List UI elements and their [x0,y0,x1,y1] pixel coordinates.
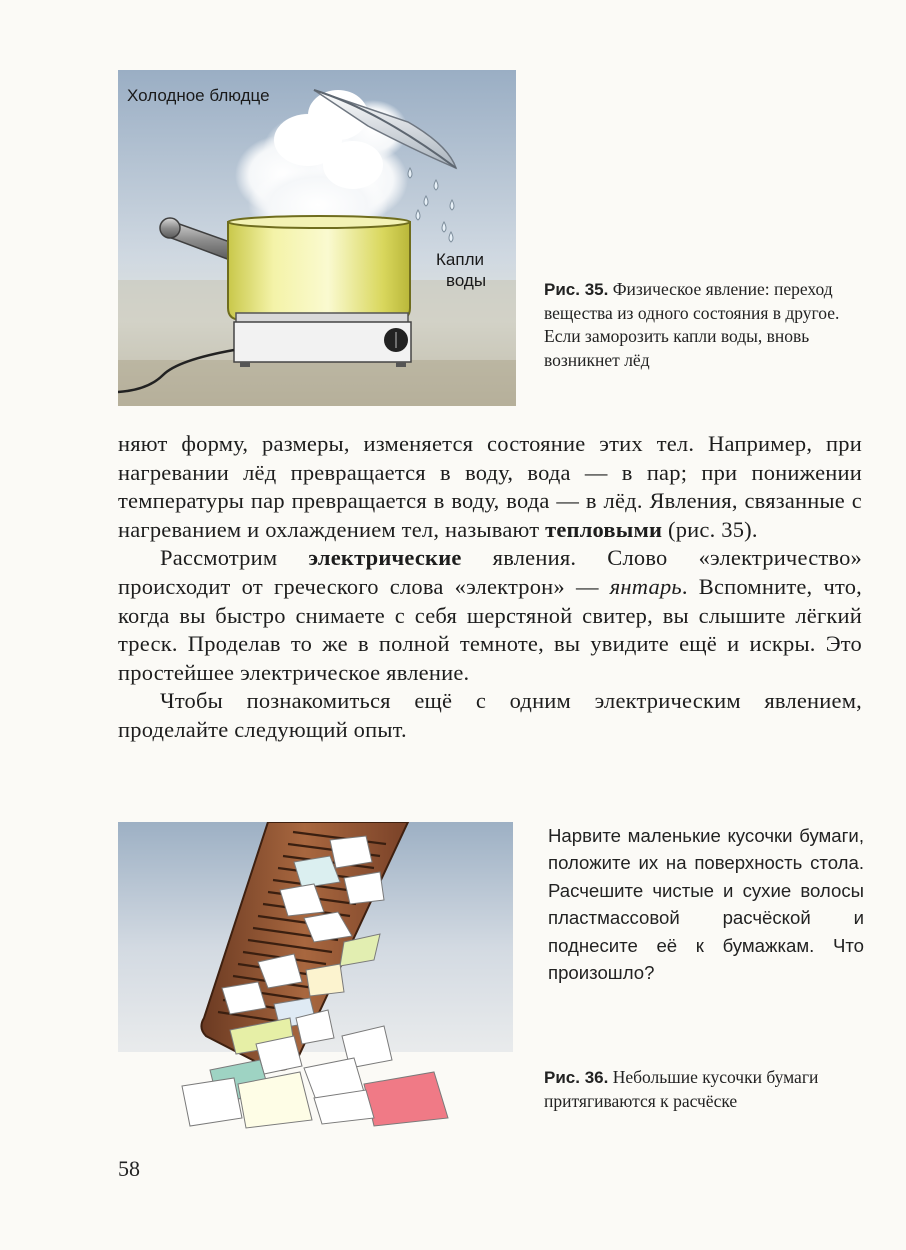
term-amber: янтарь [609,573,682,599]
term-electric: электрические [308,545,462,571]
paragraph-thermal-text: няют форму, размеры, изменяется состояние этих тел. Например, при нагревании лёд превращается в воду, вода — в пар; при понижении температуры пар превращается в воду, вода — в лёд. Явления, связанные с нагреванием и охлаждением тел, называют [118,431,862,542]
paragraph-electric-text-c: . Вспомните, что, когда вы быстро снимаете с себя шерстяной свитер, вы слышите лёгкий треск. Проделав то же в полной темноте, вы увидите ещё и искры. Это простейшее электрическое явление. [118,573,862,685]
paragraph-thermal-ref: (рис. 35). [662,516,758,542]
electric-stove [234,313,411,367]
paragraph-electric-text-a: Рассмотрим [160,545,309,571]
paragraph-thermal [118,430,862,544]
label-cold-saucer: Холодное блюдце [127,86,270,105]
label-water-drops-line2: воды [446,271,487,290]
figure-35-illustration [118,70,516,406]
figure-35-caption-label: Рис. 35. [544,280,609,299]
term-thermal: тепловыми [545,516,663,542]
figure-36-illustration [118,822,513,1140]
paragraph-experiment-intro: Чтобы познакомиться ещё с одним электрическим явлением, проделайте следующий опыт. [118,688,862,742]
label-water-drops-line1: Капли [436,250,484,269]
main-text [118,430,862,745]
saucepan [228,216,410,320]
figure-36-caption-text: Небольшие кусочки бумаги притягиваются к расчёске [544,1067,819,1111]
paragraph-electric-text-b: явления. Слово «электричество» происходит от греческого слова «электрон» — [118,545,862,599]
figure-35-caption [544,278,864,372]
paragraph-electric [118,544,862,687]
figure-36-caption-label: Рис. 36. [544,1068,609,1087]
figure-36-caption [544,1066,864,1113]
figure-35-caption-text: Физическое явление: переход вещества из одного состояния в другое. Если заморозить капли воды, вновь возникнет лёд [544,279,840,370]
page-number: 58 [118,1156,140,1181]
experiment-instructions: Нарвите маленькие кусочки бумаги, положите их на поверхность стола. Расчешите чистые и сухие волосы пластмассовой расчёской и поднесите её к бумажкам. Что произошло? [548,825,864,984]
